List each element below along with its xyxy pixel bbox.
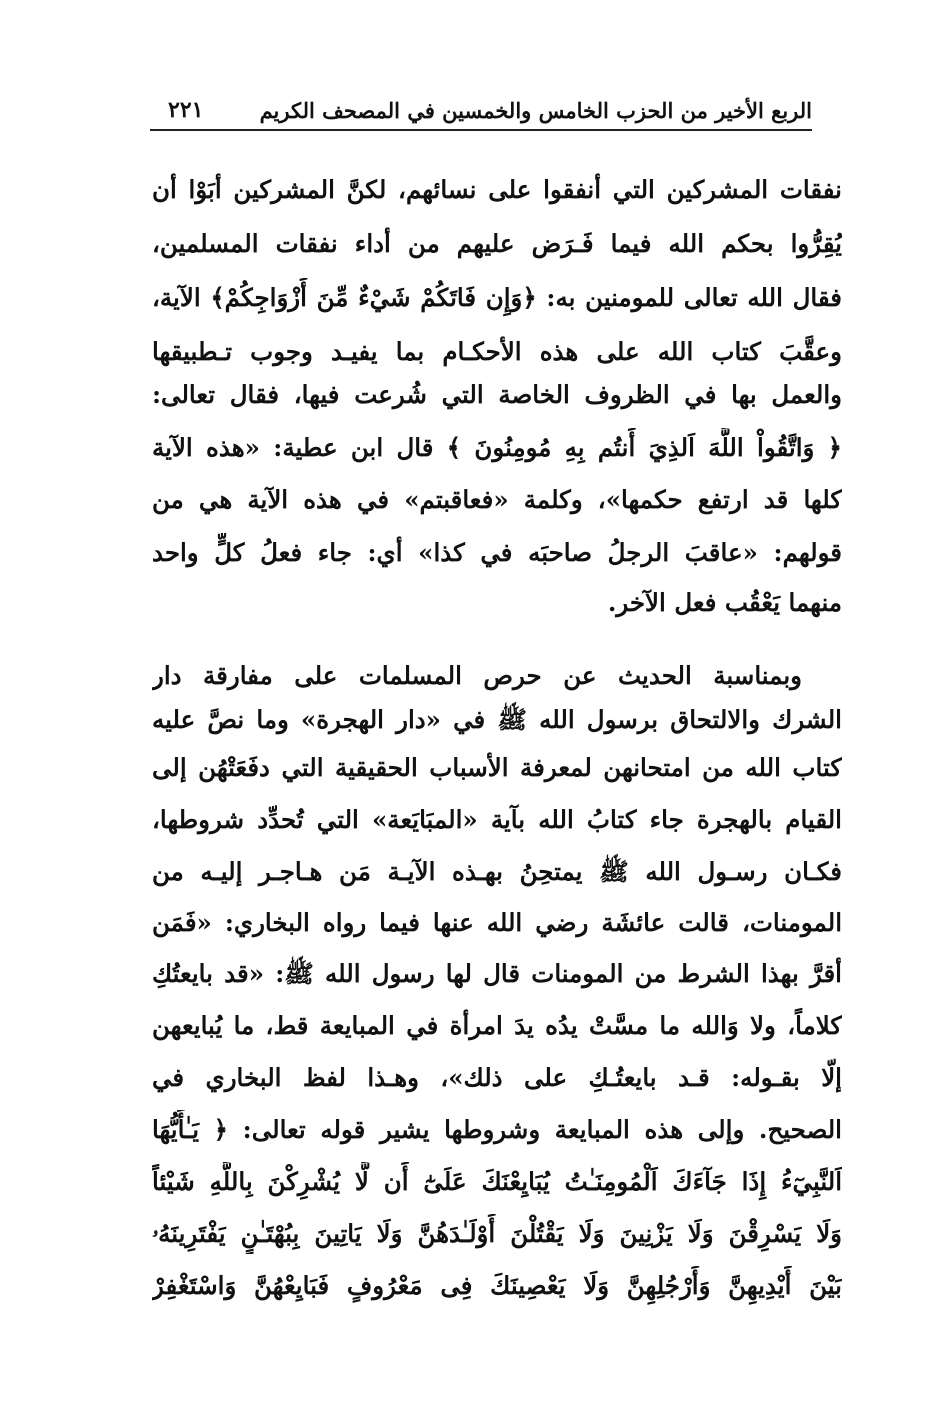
text-line: منهما يَعْقُب فعل الآخر. xyxy=(607,588,842,617)
text-line: قولهم: «عاقبَ الرجلُ صاحبَه في كذا» أي: جاء فعلُ كلٍّ واحد xyxy=(152,538,842,567)
text-line: الصحيح. وإلى هذه المبايعة وشروطها يشير قوله تعالى: ﴿ يَـٰأَيُّهَا xyxy=(152,1115,842,1144)
text-line: والعمل بها في الظروف الخاصة التي شُرعت فيها، فقال تعالى: xyxy=(152,380,842,409)
text-line: ﴿ وَاتَّقُواْ اللَّهَ اَلذِيَ أَنتُم بِهِ مُومِنُونَ ﴾ قال ابن عطية: «هذه الآية xyxy=(152,433,842,462)
text-line: كلاماً، ولا وَالله ما مسَّتْ يدُه يدَ امرأة في المبايعة قط، ما يُبايعهن xyxy=(152,1011,842,1040)
page-header xyxy=(150,92,812,128)
running-title: الربع الأخير من الحزب الخامس والخمسين في المصحف الكريم xyxy=(259,97,812,123)
text-line: الشرك والالتحاق برسول الله ﷺ في «دار الهجرة» وما نصَّ عليه xyxy=(152,705,842,734)
quran-line: وَلَا يَسْرِقْنَ وَلَا يَزْنِينَ وَلَا يَقْتُلْنَ أَوْلَـٰدَهُنَّ وَلَا يَاتِينَ بِبُهْتَـٰنٍ يَفْتَرِينَهُۥ xyxy=(152,1219,842,1248)
text-line: كتاب الله من امتحانهن لمعرفة الأسباب الحقيقية التي دفَعَتْهُن إلى xyxy=(152,753,842,782)
text-line: وعقَّبَ كتاب الله على هذه الأحكـام بما يفيـد وجوب تـطبيقها xyxy=(152,337,842,366)
text-line: فكـان رسـول الله ﷺ يمتحِنُ بهـذه الآيـة مَن هـاجـر إليـه من xyxy=(152,857,842,886)
text-line: وبمناسبة الحديث عن حرص المسلمات على مفارقة دار xyxy=(152,661,802,690)
text-line: القيام بالهجرة جاء كتابُ الله بآية «المبَايَعة» التي تُحدِّد شروطها، xyxy=(152,805,842,834)
text-line: المومنات، قالت عائشَة رضي الله عنها فيما رواه البخاري: «فَمَن xyxy=(152,908,842,937)
text-line: أقرَّ بهذا الشرط من المومنات قال لها رسول الله ﷺ: «قد بايعتُكِ xyxy=(152,959,842,988)
text-line: إلّا بقـوله: قـد بايعتُـكِ على ذلك»، وهـذا لفظ البخاري في xyxy=(152,1063,842,1092)
page-number: ٢٢١ xyxy=(168,97,204,123)
text-line: نفقات المشركين التي أنفقوا على نسائهم، لكنَّ المشركين أبَوْا أن xyxy=(152,175,842,204)
text-line: كلها قد ارتفع حكمها»، وكلمة «فعاقبتم» في هذه الآية هي من xyxy=(152,485,842,514)
quran-line: اَلنَّبِيٓءُ إِذَا جَآءَكَ اَلْمُومِنَـٰتُ يُبَايِعْنَكَ عَلَىٰٓ أَن لَّا يُشْرِكْنَ بِاللَّهِ شَيْئاً xyxy=(152,1167,842,1196)
quran-line: بَيْنَ أَيْدِيهِنَّ وَأَرْجُلِهِنَّ وَلَا يَعْصِينَكَ فِى مَعْرُوفٍ فَبَايِعْهُنَّ وَاسْتَغْفِرْ xyxy=(152,1271,842,1300)
header-rule xyxy=(150,129,812,131)
text-line: يُقِرُّوا بحكم الله فيما فَـرَض عليهم من أداء نفقات المسلمين، xyxy=(152,229,842,258)
text-line: فقال الله تعالى للمومنين به: ﴿وَإِن فَاتَكُمْ شَيْءٌ مِّنَ أَزْوَاجِكُمْ﴾ الآية، xyxy=(152,283,842,312)
